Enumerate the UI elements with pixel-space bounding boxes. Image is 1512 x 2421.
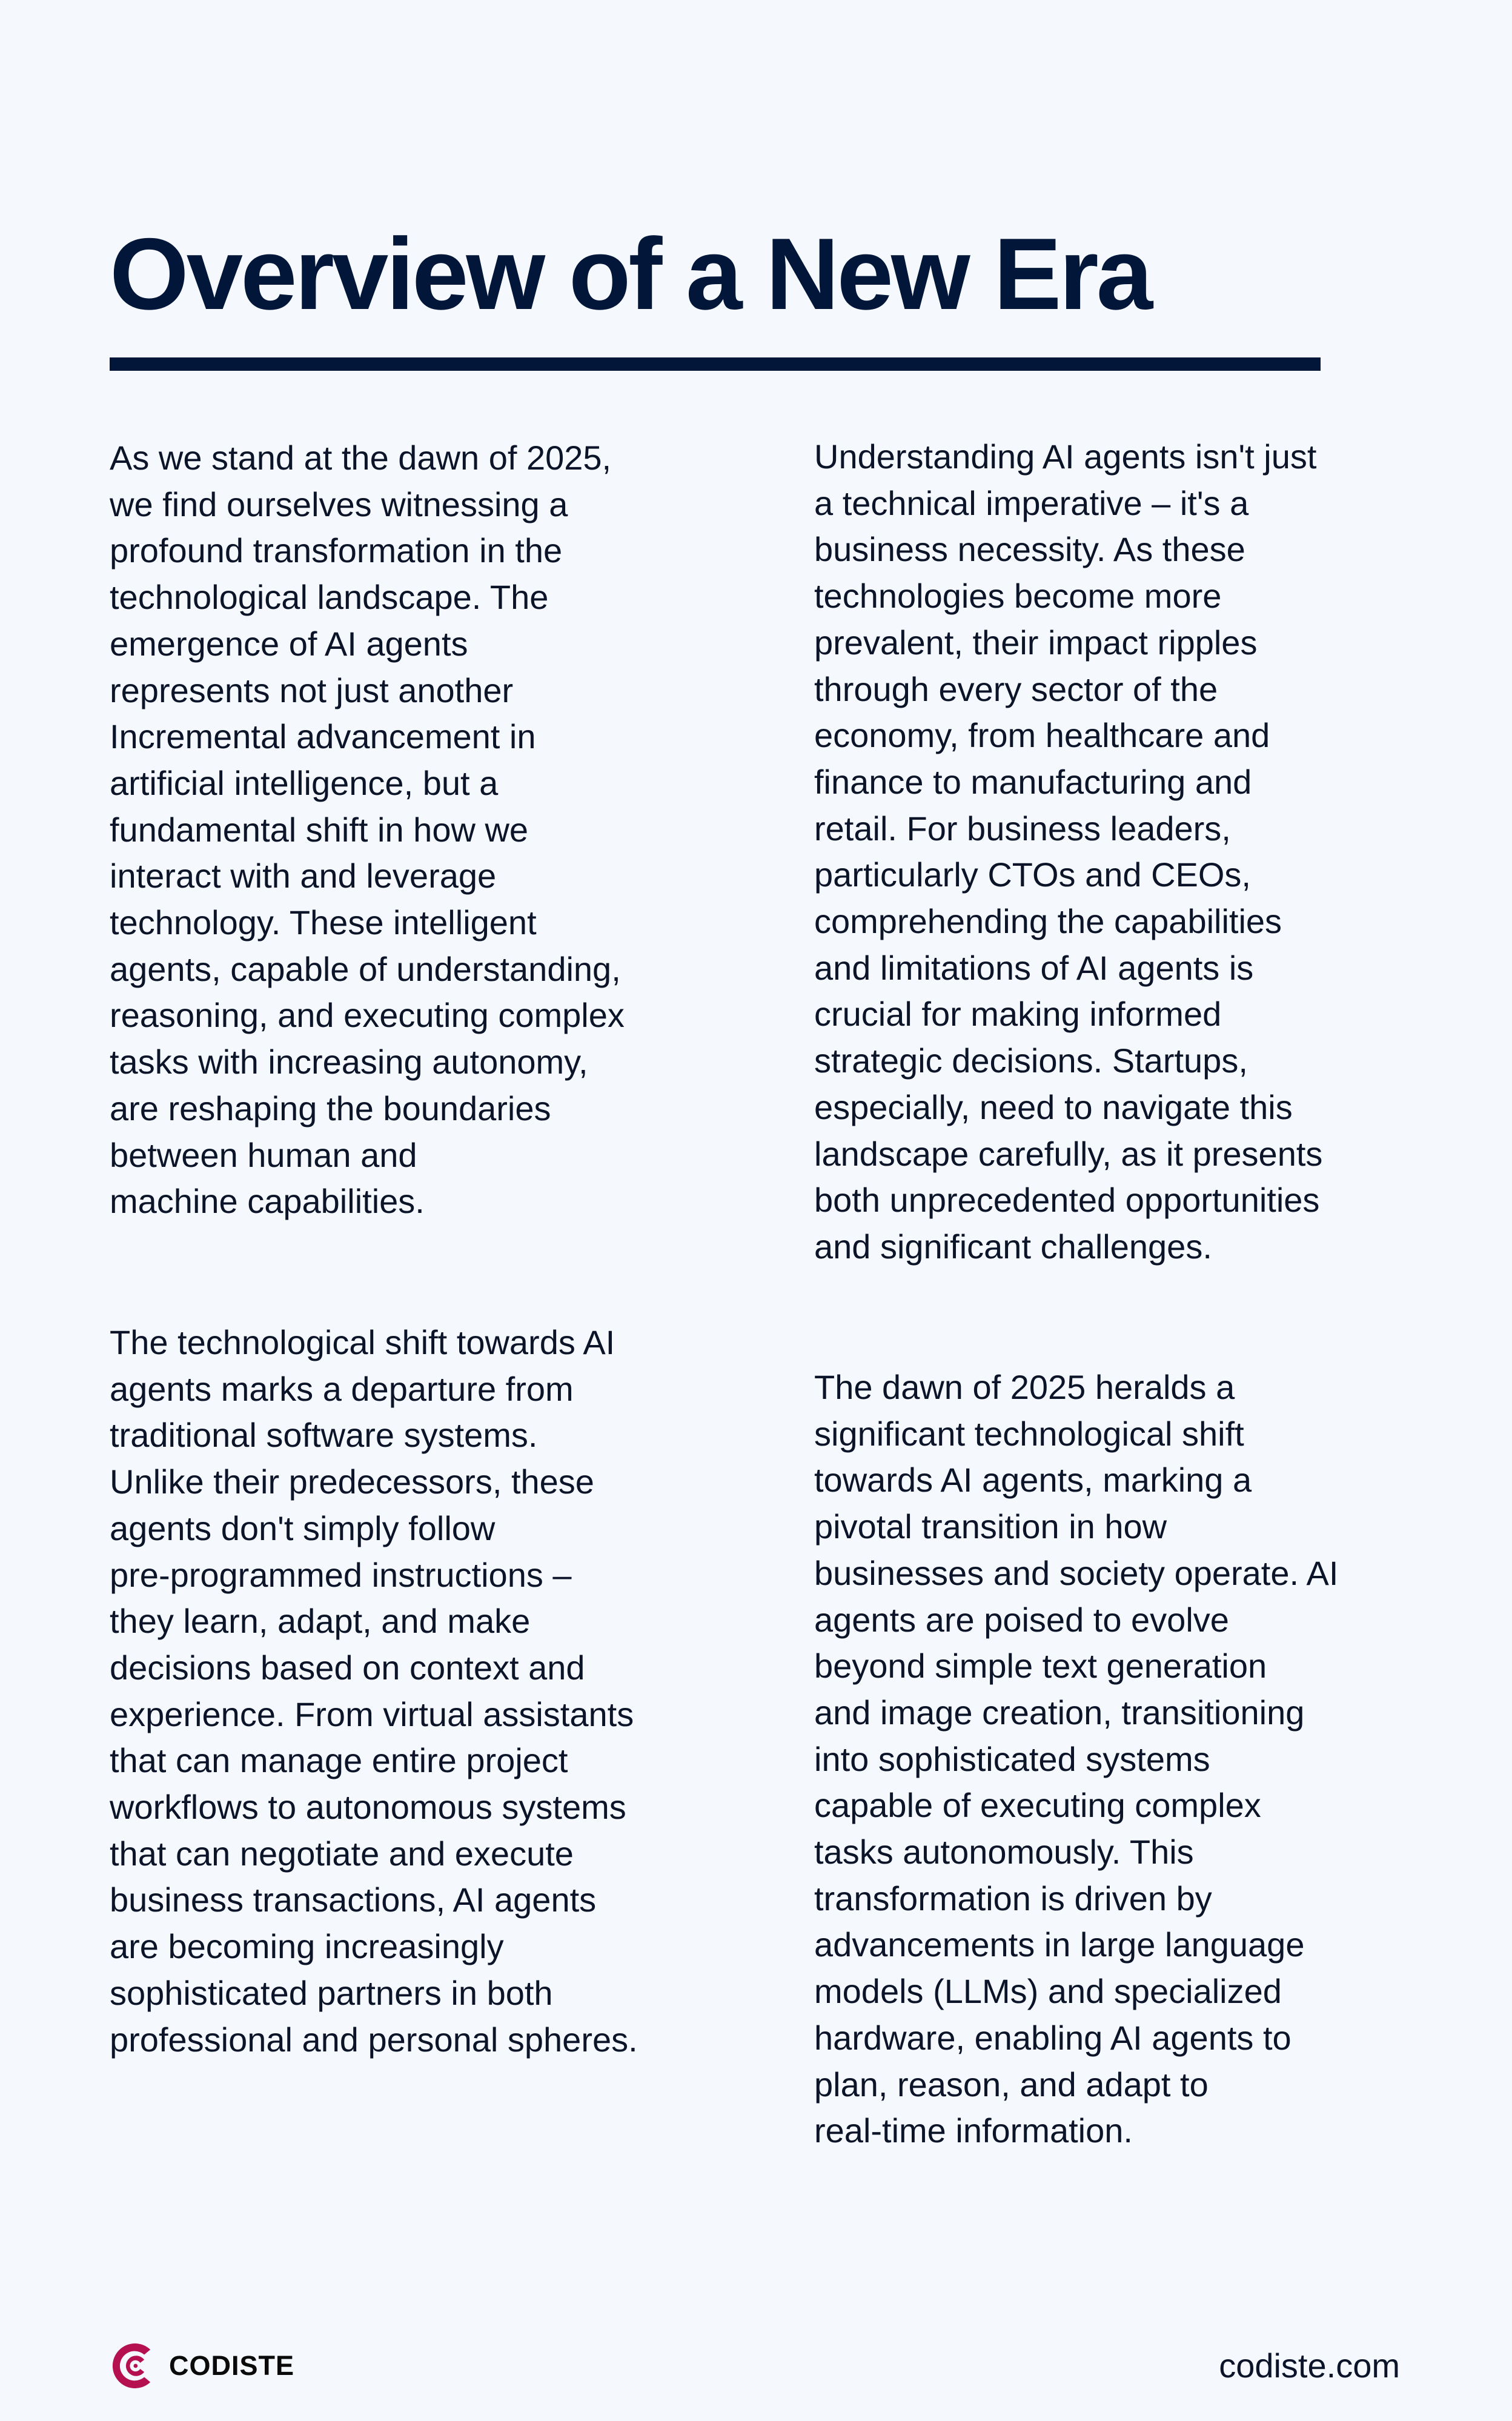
text-line: agents don't simply follow [110, 1509, 496, 1547]
text-line: pivotal transition in how [814, 1507, 1167, 1546]
text-line: a technical imperative – it's a [814, 483, 1249, 522]
text-line: plan, reason, and adapt to [814, 2065, 1209, 2104]
paragraph-1 [110, 435, 625, 1225]
text-line: workflows to autonomous systems [110, 1788, 626, 1827]
text-line: prevalent, their impact ripples [814, 623, 1258, 662]
text-line: Unlike their predecessors, these [110, 1463, 594, 1501]
text-line: agents, capable of understanding, [110, 949, 621, 988]
title-divider [110, 357, 1321, 371]
text-line: towards AI agents, marking a [814, 1461, 1252, 1499]
text-line: real-time information. [814, 2111, 1133, 2150]
text-line: Understanding AI agents isn't just [814, 437, 1317, 476]
text-line: significant technological shift [814, 1414, 1244, 1453]
text-line: The dawn of 2025 heralds a [814, 1368, 1235, 1406]
text-line: and significant challenges. [814, 1227, 1212, 1266]
text-line: economy, from healthcare and [814, 716, 1270, 755]
page-title: Overview of a New Era [110, 217, 1151, 331]
text-line: agents are poised to evolve [814, 1600, 1229, 1639]
text-line: retail. For business leaders, [814, 809, 1231, 848]
paragraph-4 [814, 1364, 1338, 2154]
text-line: capable of executing complex [814, 1786, 1261, 1825]
paragraph-2 [110, 1320, 638, 2063]
text-line: agents marks a departure from [110, 1369, 574, 1408]
text-line: comprehending the capabilities [814, 902, 1282, 941]
text-line: emergence of AI agents [110, 624, 468, 663]
text-line: especially, need to navigate this [814, 1088, 1293, 1126]
text-line: landscape carefully, as it presents [814, 1134, 1323, 1173]
text-line: reasoning, and executing complex [110, 996, 625, 1035]
text-line: finance to manufacturing and [814, 762, 1252, 801]
text-line: Incremental advancement in [110, 717, 536, 756]
codiste-logo-icon [110, 2340, 161, 2391]
text-line: experience. From virtual assistants [110, 1695, 634, 1733]
paragraph-3 [814, 434, 1322, 1270]
text-line: between human and [110, 1135, 417, 1174]
text-line: represents not just another [110, 671, 514, 709]
text-line: traditional software systems. [110, 1416, 538, 1455]
text-line: are becoming increasingly [110, 1927, 504, 1966]
text-line: strategic decisions. Startups, [814, 1041, 1248, 1080]
text-line: that can manage entire project [110, 1741, 568, 1780]
text-line: As we stand at the dawn of 2025, [110, 439, 612, 477]
text-line: they learn, adapt, and make [110, 1602, 531, 1641]
text-line: hardware, enabling AI agents to [814, 2018, 1292, 2057]
text-line: that can negotiate and execute [110, 1834, 574, 1873]
text-line: advancements in large language [814, 1925, 1305, 1964]
text-line: pre-programmed instructions – [110, 1555, 572, 1594]
text-line: The technological shift towards AI [110, 1323, 615, 1361]
text-line: tasks with increasing autonomy, [110, 1043, 588, 1081]
text-line: technologies become more [814, 577, 1222, 616]
text-line: beyond simple text generation [814, 1647, 1267, 1685]
text-line: profound transformation in the [110, 531, 563, 570]
text-line: interact with and leverage [110, 857, 497, 895]
text-line: and limitations of AI agents is [814, 948, 1254, 987]
website-link[interactable]: codiste.com [1219, 2346, 1400, 2385]
text-line: machine capabilities. [110, 1182, 425, 1221]
brand-logo [110, 2340, 294, 2391]
text-line: artificial intelligence, but a [110, 763, 499, 802]
brand-name: CODISTE [169, 2350, 295, 2381]
text-line: decisions based on context and [110, 1648, 585, 1687]
text-line: both unprecedented opportunities [814, 1181, 1320, 1220]
text-line: business transactions, AI agents [110, 1881, 597, 1919]
text-line: crucial for making informed [814, 995, 1222, 1034]
text-line: we find ourselves witnessing a [110, 485, 568, 523]
text-line: sophisticated partners in both [110, 1973, 553, 2012]
text-line: professional and personal spheres. [110, 2020, 638, 2059]
text-line: and image creation, transitioning [814, 1693, 1305, 1732]
text-line: into sophisticated systems [814, 1739, 1210, 1778]
text-line: technological landscape. The [110, 578, 549, 617]
text-line: technology. These intelligent [110, 903, 537, 942]
text-line: are reshaping the boundaries [110, 1089, 551, 1127]
text-line: fundamental shift in how we [110, 810, 529, 849]
text-line: tasks autonomously. This [814, 1833, 1194, 1871]
text-line: business necessity. As these [814, 530, 1245, 569]
text-line: through every sector of the [814, 669, 1218, 708]
text-line: transformation is driven by [814, 1879, 1212, 1918]
text-line: models (LLMs) and specialized [814, 1972, 1282, 2011]
text-line: particularly CTOs and CEOs, [814, 855, 1251, 894]
text-line: businesses and society operate. AI [814, 1553, 1339, 1592]
